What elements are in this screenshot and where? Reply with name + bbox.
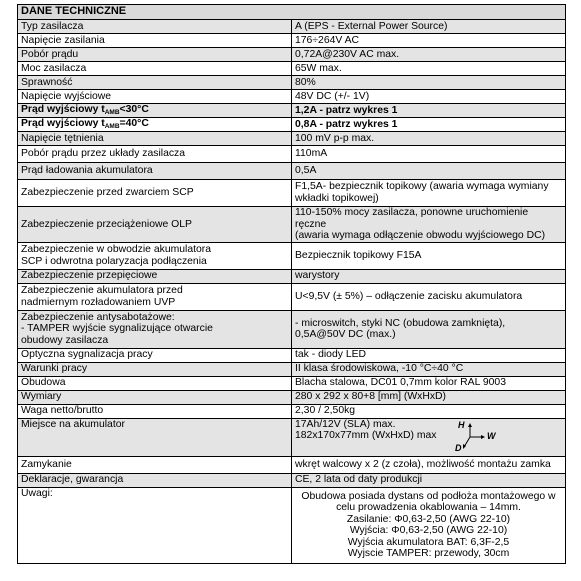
row-value: A (EPS - External Power Source) [292, 20, 566, 34]
row-value: 2,30 / 2,50kg [292, 404, 566, 418]
row-label: Zabezpieczenie antysabotażowe: - TAMPER wyjście sygnalizujące otwarcie obudowy zasilacza [18, 310, 292, 348]
technical-data-table [17, 4, 566, 564]
row-label: Pobór prądu przez układy zasilacza [18, 146, 292, 163]
table-row [18, 456, 566, 473]
row-value: 0,5A [292, 163, 566, 180]
table-row [18, 310, 566, 348]
table-row [18, 76, 566, 90]
row-value: Obudowa posiada dystans od podłoża montażowego w celu prowadzenia okablowania – 14mm. Zasilanie: Φ0,63-2,50 (AWG 22-10) Wyjścia: Φ0,63-2,50 (AWG 22-10) Wyjścia akumulatora BAT: 6,3F-2,5 Wyjscie TAMPER: przewody, 30cm [292, 487, 566, 563]
table-row [18, 487, 566, 563]
row-value: Bezpiecznik topikowy F15A [292, 242, 566, 269]
row-value: 280 x 292 x 80+8 [mm] (WxHxD) [292, 390, 566, 404]
table-row [18, 283, 566, 310]
row-value: U<9,5V (± 5%) – odłączenie zacisku akumulatora [292, 283, 566, 310]
table-title: DANE TECHNICZNE [18, 5, 566, 20]
row-label: Warunki pracy [18, 362, 292, 376]
row-label: Obudowa [18, 376, 292, 390]
table-row [18, 48, 566, 62]
table-row [18, 418, 566, 456]
table-row [18, 118, 566, 132]
row-value: 110mA [292, 146, 566, 163]
table-row [18, 34, 566, 48]
row-value: 65W max. [292, 62, 566, 76]
axis-h-label: H [458, 419, 465, 430]
row-value: tak - diody LED [292, 348, 566, 362]
row-value: 110-150% mocy zasilacza, ponowne uruchomienie ręczne (awaria wymaga odłączenie obwodu wyjściowego DC) [292, 207, 566, 243]
table-row [18, 62, 566, 76]
table-row [18, 20, 566, 34]
row-label: Prąd wyjściowy tAMB<30°C [18, 104, 292, 118]
row-value: - microswitch, styki NC (obudowa zamknięta), 0,5A@50V DC (max.) [292, 310, 566, 348]
row-label: Moc zasilacza [18, 62, 292, 76]
table-row [18, 348, 566, 362]
technical-data-sheet [17, 4, 566, 564]
axis-d-label: D [455, 442, 462, 453]
row-value: II klasa środowiskowa, -10 °C÷40 °C [292, 362, 566, 376]
row-value: 48V DC (+/- 1V) [292, 90, 566, 104]
row-label: Uwagi: [18, 487, 292, 563]
row-label: Prąd wyjściowy tAMB=40°C [18, 118, 292, 132]
row-value: 100 mV p-p max. [292, 132, 566, 146]
row-label: Zabezpieczenie akumulatora przed nadmiernym rozładowaniem UVP [18, 283, 292, 310]
row-label: Miejsce na akumulator [18, 418, 292, 456]
table-row [18, 163, 566, 180]
row-label: Typ zasilacza [18, 20, 292, 34]
dimensions-axes-icon [455, 421, 505, 455]
table-row [18, 146, 566, 163]
table-row [18, 473, 566, 487]
row-label: Zabezpieczenie w obwodzie akumulatora SCP i odwrotna polaryzacja podłączenia [18, 242, 292, 269]
table-row [18, 180, 566, 207]
row-value: 17Ah/12V (SLA) max. 182x170x77mm (WxHxD) max H W D [292, 418, 566, 456]
row-label: Napięcie wyjściowe [18, 90, 292, 104]
row-value: F1,5A- bezpiecznik topikowy (awaria wymaga wymiany wkładki topikowej) [292, 180, 566, 207]
table-row [18, 390, 566, 404]
table-row [18, 207, 566, 243]
row-label: Zabezpieczenie przepięciowe [18, 269, 292, 283]
table-row [18, 404, 566, 418]
row-value: 1,2A - patrz wykres 1 [292, 104, 566, 118]
row-label: Prąd ładowania akumulatora [18, 163, 292, 180]
row-label: Zabezpieczenie przed zwarciem SCP [18, 180, 292, 207]
row-label: Optyczna sygnalizacja pracy [18, 348, 292, 362]
table-row [18, 269, 566, 283]
row-value: 0,72A@230V AC max. [292, 48, 566, 62]
table-row [18, 242, 566, 269]
row-label: Zamykanie [18, 456, 292, 473]
row-value: 80% [292, 76, 566, 90]
row-value: Blacha stalowa, DC01 0,7mm kolor RAL 9003 [292, 376, 566, 390]
row-label: Pobór prądu [18, 48, 292, 62]
row-label: Zabezpieczenie przeciążeniowe OLP [18, 207, 292, 243]
row-value: wkręt walcowy x 2 (z czoła), możliwość montażu zamka [292, 456, 566, 473]
row-value: CE, 2 lata od daty produkcji [292, 473, 566, 487]
table-row [18, 104, 566, 118]
table-row [18, 132, 566, 146]
axis-w-label: W [487, 430, 496, 441]
row-value: 0,8A - patrz wykres 1 [292, 118, 566, 132]
row-label: Deklaracje, gwarancja [18, 473, 292, 487]
table-row [18, 362, 566, 376]
row-label: Waga netto/brutto [18, 404, 292, 418]
table-row [18, 90, 566, 104]
row-value: 176÷264V AC [292, 34, 566, 48]
row-label: Wymiary [18, 390, 292, 404]
row-value: warystory [292, 269, 566, 283]
row-label: Napięcie zasilania [18, 34, 292, 48]
row-label: Sprawność [18, 76, 292, 90]
table-title-row [18, 5, 566, 20]
row-label: Napięcie tętnienia [18, 132, 292, 146]
table-row [18, 376, 566, 390]
